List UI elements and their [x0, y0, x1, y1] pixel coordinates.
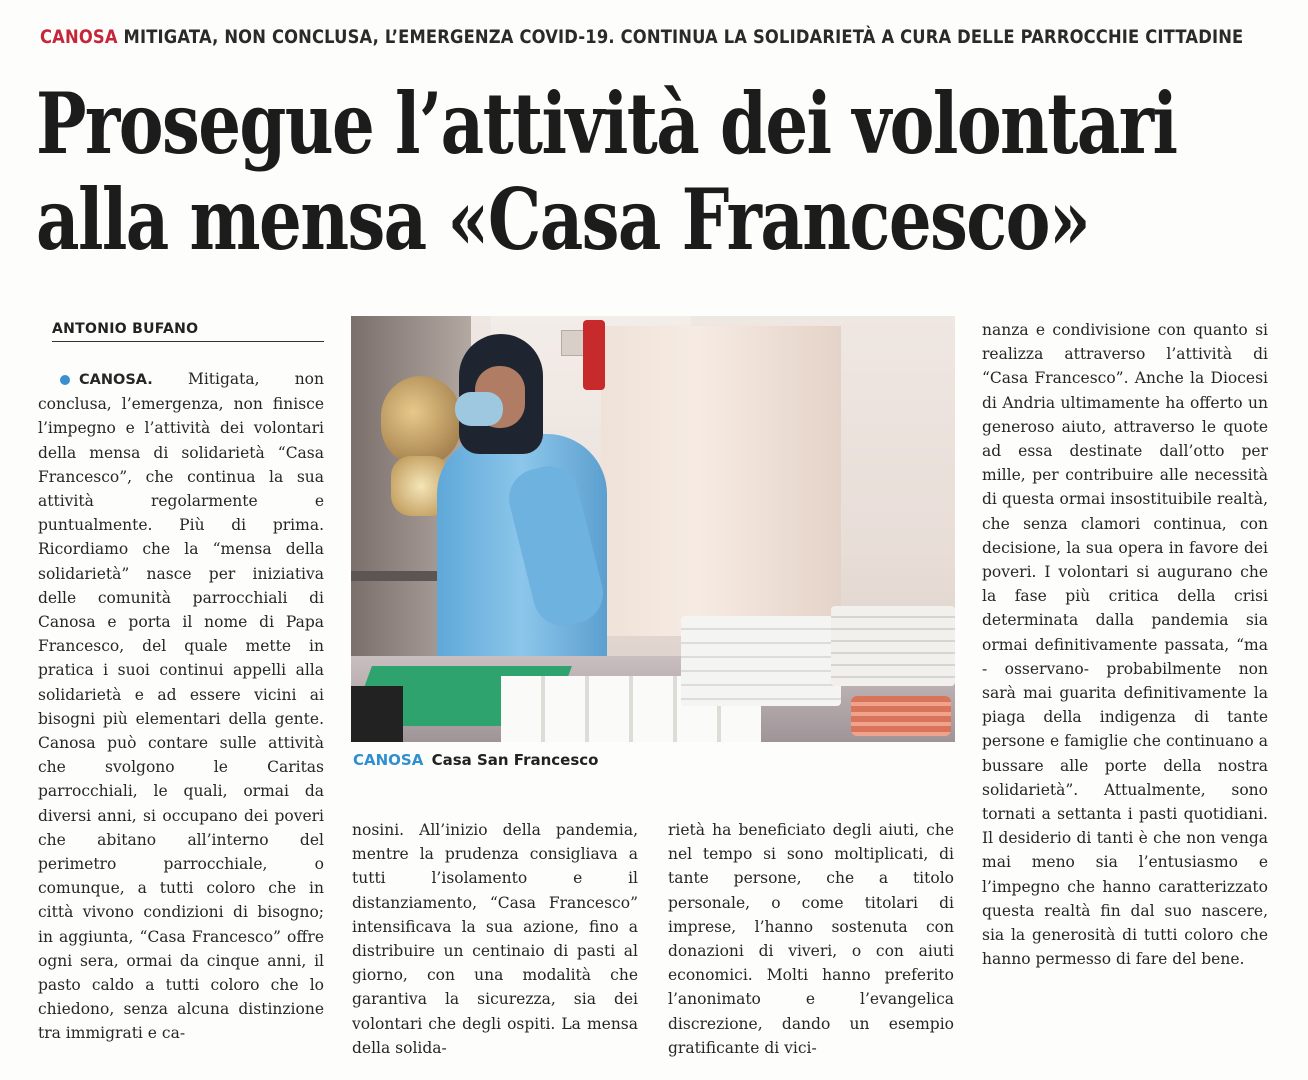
photo-caption [353, 751, 953, 769]
article-col1-text: Mitigata, non conclusa, l’emergenza, non finisce l’impegno e l’attività dei volontari della mensa di solidarietà “Casa Francesco”, che continua la sua attività regolarmente e puntualmente. Più di prima. Ricordiamo che la “mensa della solidarietà” nasce per iniziativa delle comunità parrocchiali di Canosa e porta il nome di Papa Francesco, del quale mette in pratica i suoi continui appelli alla solidarietà e ad essere vicini ai bisogni più elementari della gente. Canosa può contare sulle attività che svolgono le Caritas parrocchiali, le quali, ormai da diversi anni, si occupano dei poveri che abitano all’interno del perimetro parrocchiale, o comunque, a tutti coloro che in città vivono condizioni di bisogno; in aggiunta, “Casa Francesco” offre ogni sera, ormai da cinque anni, il pasto caldo a tutti coloro che lo chiedono, senza alcuna distinzione tra immigrati e ca- [38, 370, 324, 1043]
article-photo [351, 316, 955, 742]
bullet-dot-icon [60, 375, 70, 385]
kicker [40, 26, 1244, 48]
kicker-text: MITIGATA, NON CONCLUSA, L’EMERGENZA COVID-19. CONTINUA LA SOLIDARIETÀ A CURA DELLE PARROCCHIE CITTADINE [123, 26, 1244, 48]
kicker-place: CANOSA [40, 26, 118, 48]
headline-line-1: Prosegue l’attività dei volontari [36, 74, 1177, 173]
fire-extinguisher-icon [583, 320, 605, 390]
article-column-1 [38, 367, 324, 1046]
article-lead: CANOSA. [79, 372, 153, 388]
article-column-3 [668, 818, 954, 1060]
article-col3-text: rietà ha beneficiato degli aiuti, che nel tempo si sono moltiplicati, di tante persone, che a titolo personale, o come titolari di imprese, l’hanno sostenuta con donazioni di viveri, o con aiuti economici. Molti hanno preferito l’anonimato e l’evangelica discrezione, dando un esempio gratificante di vici- [668, 821, 954, 1057]
article-column-4 [982, 318, 1268, 971]
article-col2-text: nosini. All’inizio della pandemia, mentre la prudenza consigliava a tutti l’isolamento e il distanziamento, “Casa Francesco” intensificava la sua azione, fino a distribuire un centinaio di pasti al giorno, con una modalità che garantiva la sicurezza, sia dei volontari che degli ospiti. La mensa della solida- [352, 821, 638, 1057]
caption-place: CANOSA [353, 751, 424, 769]
byline: ANTONIO BUFANO [52, 321, 324, 342]
headline-line-2: alla mensa «Casa Francesco» [36, 170, 1090, 269]
headline [36, 74, 1177, 269]
article-col4-text: nanza e condivisione con quanto si realizza attraverso l’attività di “Casa Francesco”. Anche la Diocesi di Andria ultimamente ha offerto un generoso aiuto, attraverso le quote ad essa destinate dall’otto per mille, per contribuire alle necessità di questa ormai insostituibile realtà, che senza clamori continua, con decisione, la sua opera in favore dei poveri. I volontari si augurano che la fase più critica della crisi determinata dalla pandemia sia ormai definitivamente passata, “ma - osservano- probabilmente non sarà mai guarita definitivamente la piaga della indigenza di tante persone e famiglie che continuano a bussare alle porte della nostra solidarietà”. Attualmente, sono tornati a settanta i pasti quotidiani. Il desiderio di tanti è che non venga mai meno sia l’entusiasmo e l’impegno che hanno caratterizzato questa realtà fin dal suo nascere, sia la generosità di tutti coloro che hanno permesso di fare del bene. [982, 321, 1268, 969]
article-column-2 [352, 818, 638, 1060]
caption-text: Casa San Francesco [431, 751, 599, 769]
